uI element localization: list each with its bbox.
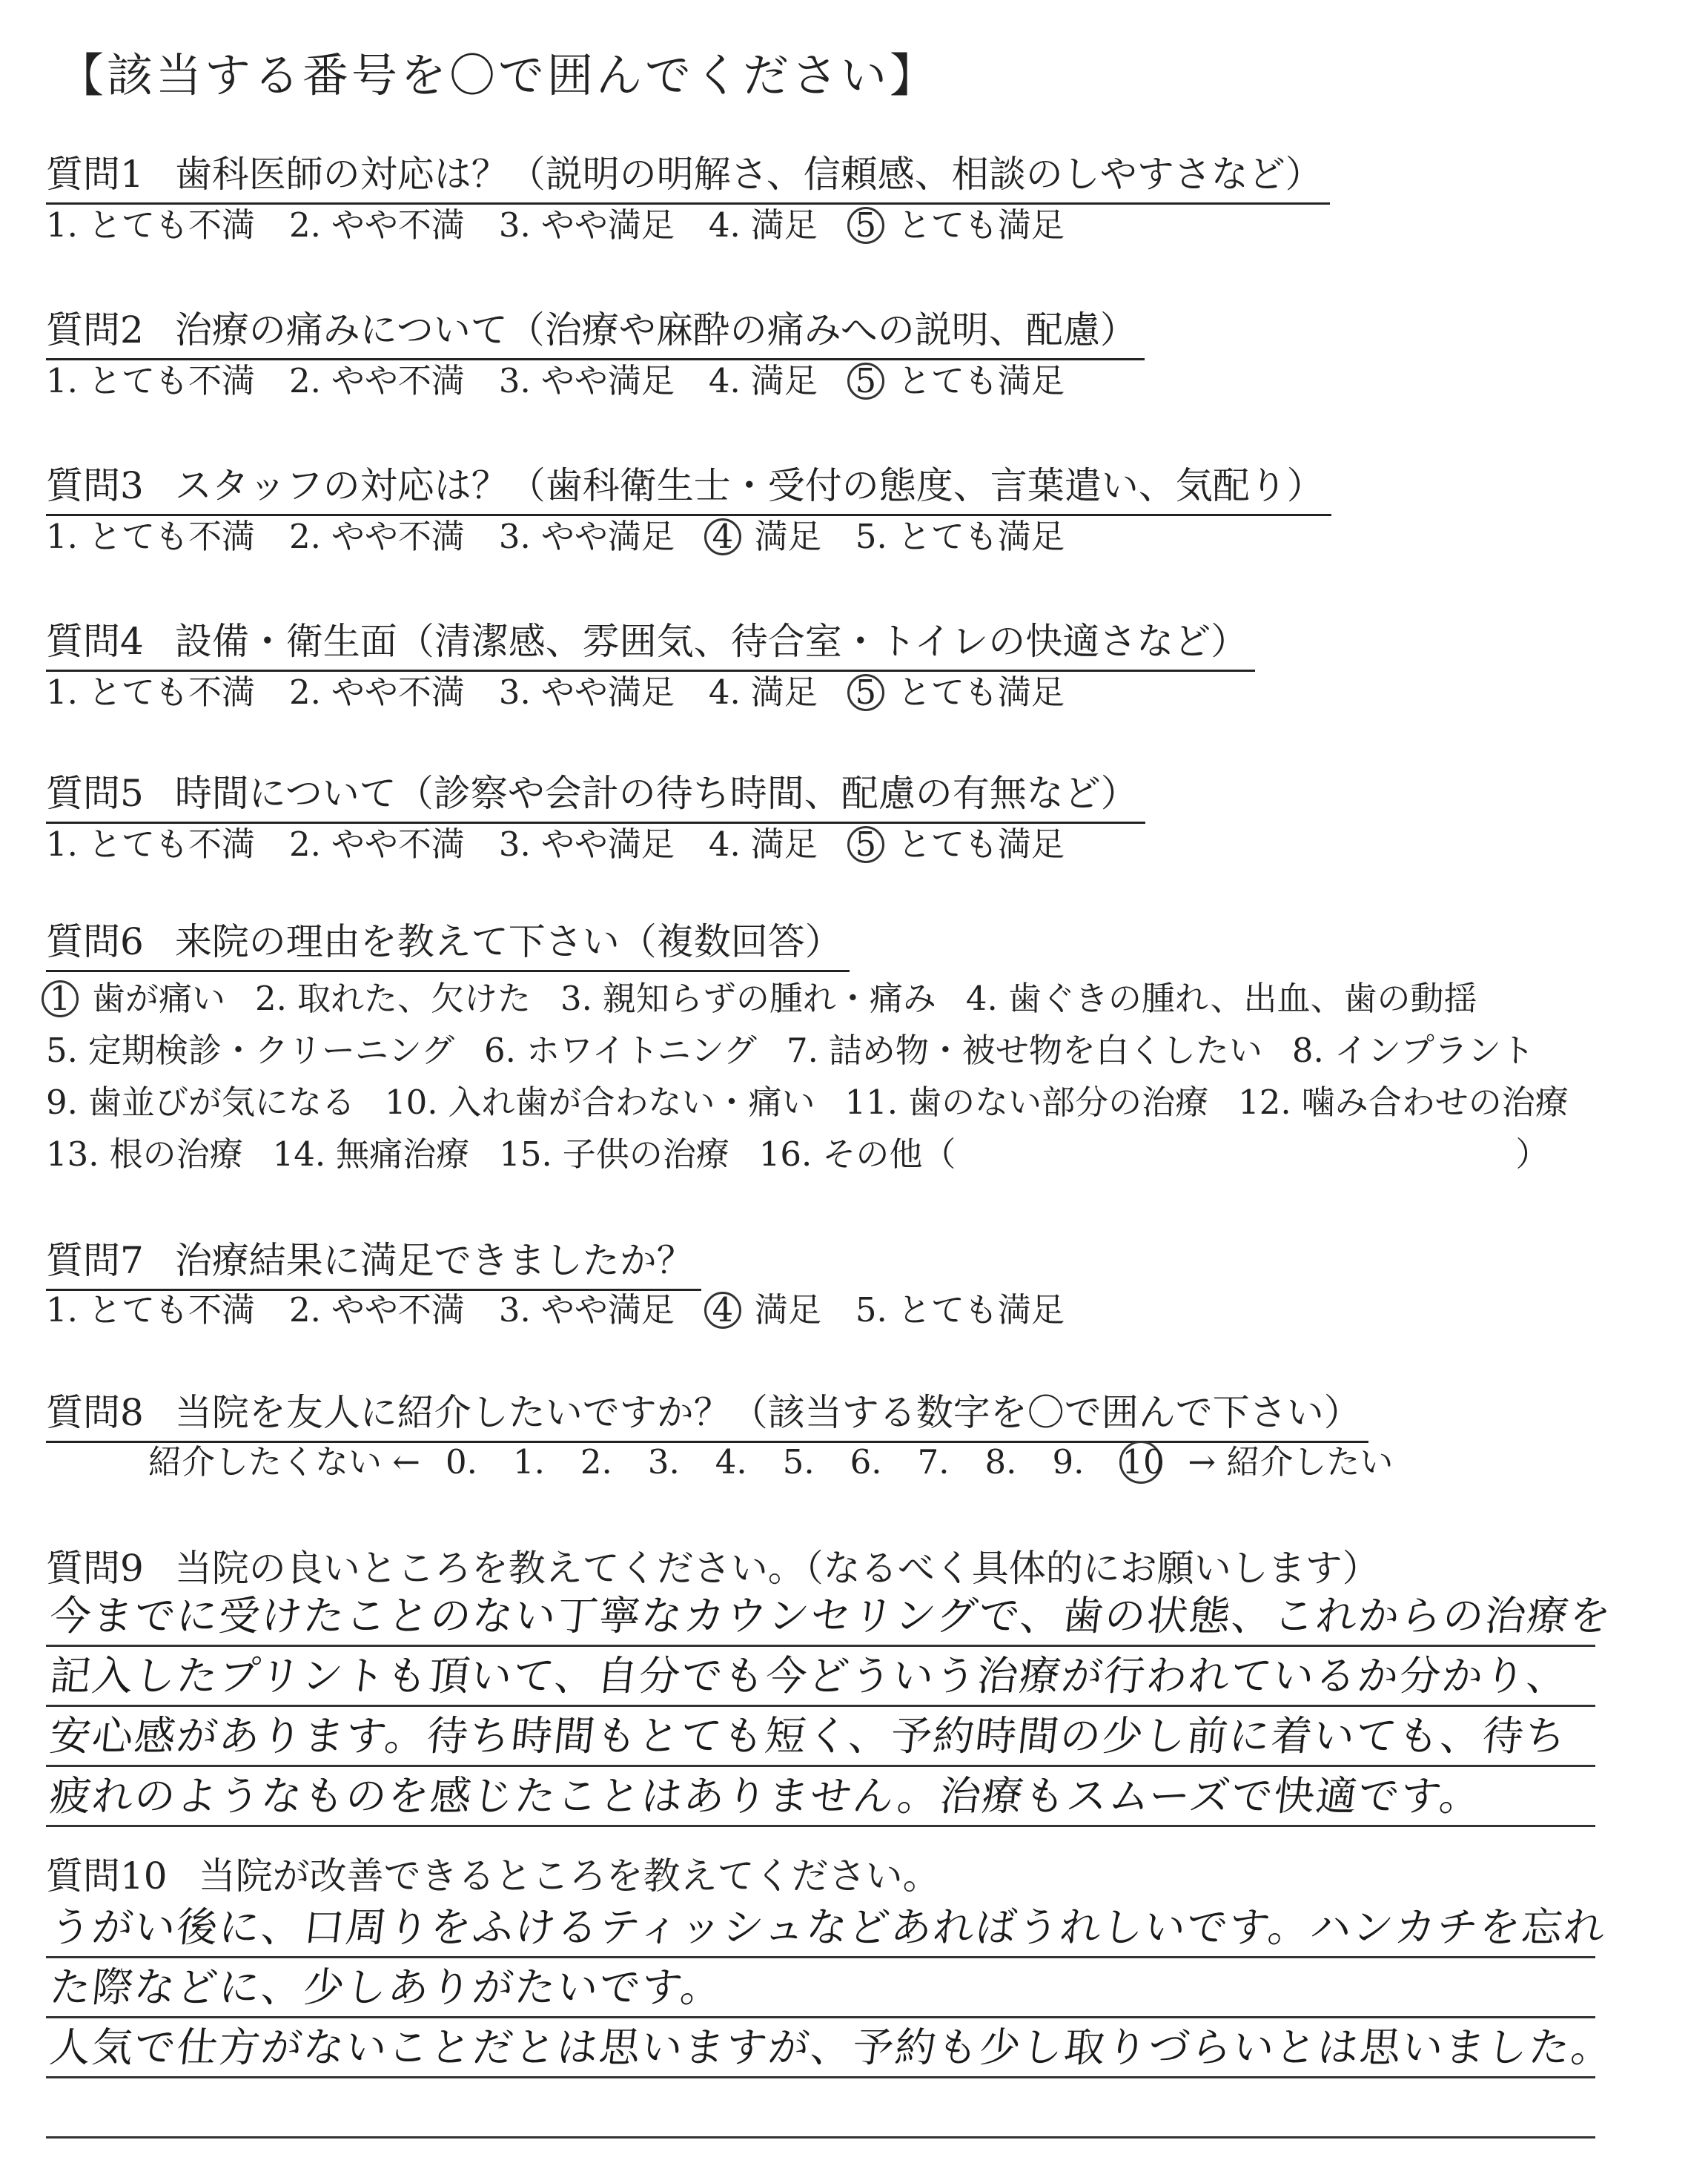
option-number: 5. [855,1290,887,1330]
option-label: とても満足 [897,517,1065,556]
option-label: 噛み合わせの治療 [1301,1083,1569,1122]
option-5[interactable] [852,817,1065,865]
option-number: 1. [46,361,78,400]
option-4[interactable] [709,509,821,558]
option-label: とても満足 [897,825,1065,864]
option-4[interactable] [709,665,818,713]
handwritten-text: 記入したプリントも頂いて、自分でも今どういう治療が行われているか分かり、 [47,1652,1572,1700]
reason-row [46,1075,1598,1123]
question-number: 質問9 [46,1547,144,1590]
option-5[interactable] [855,509,1065,558]
question-number: 質問6 [46,920,144,963]
handwritten-text: 人気で仕方がないことだとは思いますが、予約も少し取りづらいとは思いました。 [47,2024,1616,2071]
circled-option-number: 4 [704,1292,741,1329]
question-number: 質問2 [46,308,144,351]
answer-line [46,1587,1615,1647]
option-label: とても満足 [897,673,1065,712]
option-5[interactable] [852,198,1065,246]
option-label: やや不満 [331,205,465,245]
scale-value[interactable]: 4. [715,1442,747,1482]
question-7-options [46,1283,1099,1331]
question-10-heading [46,1846,940,1900]
scale-value[interactable]: 9. [1052,1442,1085,1482]
option-label: とても不満 [87,517,255,556]
reason-option[interactable] [1238,1075,1569,1123]
option-number: 1. [46,205,78,245]
question-10-answer[interactable] [46,1898,1616,2138]
question-text: スタッフの対応は？（歯科衛生士・受付の態度、言葉遣い、気配り） [174,464,1324,507]
option-label: やや不満 [331,1290,465,1330]
option-label: 歯並びが気になる [87,1083,355,1122]
question-text: 来院の理由を教えて下さい（複数回答） [174,920,842,963]
question-2-options [46,354,1099,402]
option-number: 6. [484,1031,516,1070]
question-1-options [46,198,1099,246]
scale-left-label: 紹介したくない ← [148,1442,421,1482]
option-label: 取れた、欠けた [297,979,531,1018]
option-label: やや満足 [540,825,675,864]
option-number: 1. [46,673,78,712]
option-number: 2. [288,673,321,712]
option-number: 3. [498,673,531,712]
question-8-scale [148,1435,1418,1484]
question-text: 当院が改善できるところを教えてください。 [198,1855,940,1898]
scale-right-label: → 紹介したい [1188,1442,1394,1482]
option-number: 7. [786,1031,818,1070]
option-label: とても満足 [897,205,1065,245]
reason-option[interactable] [845,1075,1209,1123]
scale-value-selected[interactable]: 10 [1119,1441,1162,1484]
option-number: 13. [46,1135,99,1174]
question-4-options [46,665,1099,713]
option-label: やや不満 [331,825,465,864]
option-label: その他（ [822,1135,956,1174]
option-number: 2. [288,205,321,245]
option-number: 4. [708,673,741,712]
question-text: 歯科医師の対応は？（説明の明解さ、信頼感、相談のしやすさなど） [174,153,1323,196]
option-label: 無痛治療 [336,1135,470,1174]
option-number: 2. [288,361,321,400]
option-2[interactable] [289,1283,465,1331]
reason-option[interactable] [46,971,225,1020]
option-label: 定期検診・クリーニング [87,1031,455,1070]
option-2[interactable] [289,198,465,246]
option-3[interactable] [499,509,675,558]
option-label: ホワイトニング [526,1031,757,1070]
scale-value[interactable]: 0. [446,1442,477,1482]
handwritten-text: 疲れのようなものを感じたことはありません。治療もスムーズで快適です。 [47,1772,1485,1820]
option-number: 3. [498,1290,531,1330]
page-title: 【該当する番号を〇で囲んでください】 [58,48,939,102]
option-label: 満足 [750,825,818,864]
option-number: 11. [844,1083,898,1122]
option-number: 14. [272,1135,326,1174]
other-close-paren: ） [1515,1135,1549,1174]
circled-option-number: 5 [847,363,884,400]
answer-line [46,1647,1595,1707]
scale-value[interactable]: 6. [850,1442,882,1482]
option-label: 歯が痛い [92,979,226,1018]
option-label: 詰め物・被せ物を白くしたい [828,1031,1262,1070]
question-number: 質問10 [46,1855,168,1898]
option-1[interactable] [46,817,255,865]
option-number: 8. [1291,1031,1324,1070]
option-2[interactable] [289,354,465,402]
answer-line [46,1767,1595,1827]
question-6-heading [46,912,850,972]
reason-option[interactable] [484,1023,757,1071]
option-number: 4. [708,205,741,245]
option-1[interactable] [46,198,255,246]
option-label: やや不満 [331,673,465,712]
answer-line [46,1958,1595,2018]
option-label: 満足 [750,673,818,712]
option-number: 10. [384,1083,438,1122]
reason-option[interactable] [46,1127,243,1175]
option-1[interactable] [46,509,255,558]
option-4[interactable] [709,198,818,246]
option-number: 4. [708,825,741,864]
option-label: 親知らずの腫れ・痛み [602,979,936,1018]
option-number: 2. [288,517,321,556]
option-label: とても満足 [897,1290,1065,1330]
question-5-heading [46,764,1145,824]
option-number: 15. [499,1135,552,1174]
option-3[interactable] [499,1283,675,1331]
question-number: 質問7 [46,1239,144,1282]
reason-row [46,971,1507,1020]
question-1-heading [46,145,1330,205]
option-label: 満足 [754,517,821,556]
option-number: 3. [498,825,531,864]
option-number: 5. [46,1031,78,1070]
circled-option-number: 5 [847,207,884,244]
option-label: 子供の治療 [562,1135,729,1174]
option-number: 9. [46,1083,78,1122]
option-1[interactable] [46,354,255,402]
question-4-heading [46,612,1255,672]
handwritten-text: 安心感があります。待ち時間もとても短く、予約時間の少し前に着いても、待ち [47,1712,1570,1760]
option-5[interactable] [852,665,1065,713]
option-label: やや満足 [540,1290,675,1330]
reason-option[interactable] [1292,1023,1535,1071]
reason-option[interactable] [560,971,936,1020]
handwritten-text: うがい後に、口周りをふけるティッシュなどあればうれしいです。ハンカチを忘れ [47,1903,1609,1951]
question-text: 治療の痛みについて（治療や麻酔の痛みへの説明、配慮） [174,308,1137,351]
handwritten-text: た際などに、少しありがたいです。 [47,1964,726,2011]
answer-line [46,1898,1609,1958]
reason-option[interactable] [499,1127,729,1175]
option-label: 満足 [754,1290,821,1330]
option-label: とても不満 [87,825,255,864]
option-label: 満足 [750,205,818,245]
option-1[interactable] [46,1283,255,1331]
option-3[interactable] [499,665,675,713]
option-label: とても不満 [87,361,255,400]
option-label: とても不満 [87,673,255,712]
scale-value[interactable]: 2. [580,1442,612,1482]
reason-option[interactable] [255,971,531,1020]
answer-line [46,2078,1595,2138]
option-1[interactable] [46,665,255,713]
option-5[interactable] [855,1283,1065,1331]
option-label: 歯ぐきの腫れ、出血、歯の動揺 [1007,979,1477,1018]
option-label: インプラント [1334,1031,1535,1070]
question-9-answer[interactable] [46,1587,1615,1827]
question-number: 質問5 [46,772,144,815]
option-number: 3. [498,205,531,245]
scale-value[interactable]: 7. [917,1442,950,1482]
reason-option[interactable] [273,1127,470,1175]
question-text: 設備・衛生面（清潔感、雰囲気、待合室・トイレの快適さなど） [174,620,1248,663]
option-label: とても満足 [897,361,1065,400]
option-3[interactable] [499,198,675,246]
scale-value[interactable]: 8. [984,1442,1017,1482]
option-number: 1. [46,517,78,556]
option-2[interactable] [289,817,465,865]
option-4[interactable] [709,817,818,865]
reason-option[interactable] [46,1075,355,1123]
option-2[interactable] [289,509,465,558]
circled-option-number: 4 [704,518,741,555]
answer-line [46,2018,1616,2078]
option-number: 12. [1238,1083,1291,1122]
question-7-heading [46,1231,701,1291]
question-5-options [46,817,1099,865]
reason-option[interactable] [787,1023,1262,1071]
reason-option[interactable] [46,1023,454,1071]
question-3-heading [46,456,1331,516]
option-label: 入れ歯が合わない・痛い [448,1083,815,1122]
option-label: 満足 [750,361,818,400]
option-number: 3. [560,979,592,1018]
handwritten-text: 今までに受けたことのない丁寧なカウンセリングで、歯の状態、これからの治療を [47,1592,1615,1639]
option-5[interactable] [852,354,1065,402]
scale-value[interactable]: 3. [647,1442,680,1482]
question-2-heading [46,300,1145,360]
question-number: 質問8 [46,1391,144,1434]
option-label: とても不満 [87,205,255,245]
option-number: 3. [498,361,531,400]
reason-option[interactable] [385,1075,815,1123]
option-4[interactable] [709,1283,821,1331]
option-label: やや満足 [540,361,675,400]
question-text: 当院の良いところを教えてください。（なるべく具体的にお願いします） [174,1547,1380,1590]
option-label: 歯のない部分の治療 [908,1083,1209,1122]
option-number: 4. [965,979,998,1018]
question-number: 質問1 [46,153,144,196]
reason-row [46,1127,1549,1175]
option-3[interactable] [499,354,675,402]
option-number: 2. [255,979,287,1018]
option-label: やや不満 [331,517,465,556]
reason-row [46,1023,1564,1071]
option-number: 1. [46,825,78,864]
circled-option-number: 1 [42,980,79,1017]
option-label: やや不満 [331,361,465,400]
option-number: 4. [708,361,741,400]
option-number: 3. [498,517,531,556]
option-label: やや満足 [540,205,675,245]
option-label: やや満足 [540,673,675,712]
circled-option-number: 5 [847,674,884,711]
question-number: 質問4 [46,620,144,663]
question-number: 質問3 [46,464,144,507]
option-number: 16. [758,1135,812,1174]
option-number: 1. [46,1290,78,1330]
option-4[interactable] [709,354,818,402]
option-number: 5. [855,517,887,556]
reason-option[interactable] [966,971,1477,1020]
option-3[interactable] [499,817,675,865]
scale-value[interactable]: 1. [512,1442,545,1482]
question-8-heading [46,1383,1368,1443]
answer-line [46,1707,1595,1767]
question-text: 当院を友人に紹介したいですか？（該当する数字を〇で囲んで下さい） [174,1391,1361,1434]
question-text: 治療結果に満足できましたか？ [174,1239,694,1282]
option-2[interactable] [289,665,465,713]
option-label: 根の治療 [109,1135,243,1174]
option-number: 2. [288,1290,321,1330]
option-label: とても不満 [87,1290,255,1330]
option-label: やや満足 [540,517,675,556]
circled-option-number: 5 [847,826,884,863]
question-3-options [46,509,1099,558]
scale-value[interactable]: 5. [782,1442,815,1482]
question-text: 時間について（診察や会計の待ち時間、配慮の有無など） [174,772,1138,815]
reason-option[interactable] [759,1127,956,1175]
option-number: 2. [288,825,321,864]
